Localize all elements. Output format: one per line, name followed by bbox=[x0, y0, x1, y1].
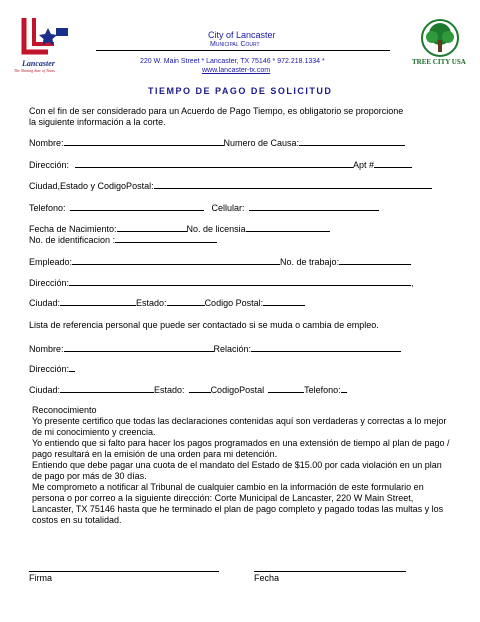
codigo-ref-label: CodigoPostal bbox=[210, 385, 265, 395]
row-direccion-ref bbox=[29, 362, 75, 375]
website-link[interactable]: www.lancaster-tx.com bbox=[202, 67, 271, 74]
numero-causa-field[interactable] bbox=[299, 136, 405, 146]
court-name: Municipal Court bbox=[210, 41, 260, 48]
fecha-line[interactable] bbox=[254, 571, 406, 572]
relacion-field[interactable] bbox=[251, 342, 401, 352]
row-direccion bbox=[29, 158, 412, 171]
header-divider bbox=[96, 50, 390, 51]
telefono-ref-label: Telefono: bbox=[304, 385, 341, 395]
fecha-nacimiento-label: Fecha de Nacimiento: bbox=[29, 224, 117, 234]
firma-label: Firma bbox=[29, 573, 52, 583]
lancaster-logo-icon bbox=[14, 16, 72, 60]
empleado-label: Empleado: bbox=[29, 257, 73, 267]
direccion-ref-field[interactable] bbox=[69, 362, 75, 372]
reconocimiento-2: Yo entiendo que si falto para hacer los pagos programados en una extensión de tiempo al plan de pago / pago resultará en la emisión de una orden para mi detención. bbox=[32, 438, 450, 459]
codigo-postal-label: Codigo Postal: bbox=[204, 298, 264, 308]
nombre-label: Nombre: bbox=[29, 138, 64, 148]
ciudad-estado-field[interactable] bbox=[154, 179, 432, 189]
direccion-field[interactable] bbox=[75, 158, 353, 168]
row-ciudad bbox=[29, 296, 305, 309]
row-identificacion bbox=[29, 233, 217, 246]
nombre-ref-field[interactable] bbox=[64, 342, 214, 352]
celular-label: Cellular: bbox=[211, 203, 245, 213]
form-title: TIEMPO DE PAGO DE SOLICITUD bbox=[148, 86, 333, 96]
licencia-field[interactable] bbox=[246, 222, 330, 232]
telefono-field[interactable] bbox=[70, 201, 204, 211]
logo-left-text: Lancaster bbox=[22, 59, 55, 68]
telefono-label: Telefono: bbox=[29, 203, 66, 213]
identificacion-label: No. de identificacion : bbox=[29, 235, 116, 245]
lancaster-logo bbox=[14, 16, 72, 74]
reconocimiento-title: Reconocimiento bbox=[32, 405, 97, 415]
codigo-ref-field[interactable] bbox=[268, 383, 304, 393]
fecha-nacimiento-field[interactable] bbox=[117, 222, 187, 232]
row-direccion2: Dirección: , bbox=[29, 278, 414, 288]
tree-city-logo bbox=[412, 18, 468, 70]
city-name: City of Lancaster bbox=[208, 30, 276, 40]
nombre-field[interactable] bbox=[64, 136, 224, 146]
celular-field[interactable] bbox=[249, 201, 379, 211]
reconocimiento-4: Me comprometo a notificar al Tribunal de cualquier cambio en la información de este formulario en persona o por correo a la siguiente dirección: Corte Municipal de Lancaster, 220 W Main Street, Lancaster, TX 75146 hasta que he terminado el plan de pago completo y pagado todas las multas y los costos en su totalidad. bbox=[32, 482, 444, 525]
ciudad-label: Ciudad: bbox=[29, 298, 61, 308]
referencia-intro: Lista de referencia personal que puede ser contactado si se muda o cambia de empleo. bbox=[29, 320, 379, 330]
row-ciudad-estado bbox=[29, 179, 432, 192]
estado-ref-field[interactable] bbox=[189, 383, 211, 393]
court-address: 220 W. Main Street * Lancaster, TX 75146 * 972.218.1334 * bbox=[140, 58, 325, 65]
reconocimiento-3: Entiendo que debe pagar una cuota de el mandato del Estado de $15.00 por cada violación en un plan de pago por más de 30 días. bbox=[32, 460, 442, 481]
estado-ref-label: Estado: bbox=[154, 385, 185, 395]
row-empleado bbox=[29, 255, 411, 268]
form-intro: Con el fin de ser considerado para un Acuerdo de Pago Tiempo, es obligatorio se proporcione la siguiente información a la corte. bbox=[29, 106, 404, 127]
empleado-field[interactable] bbox=[72, 255, 280, 265]
ciudad-field[interactable] bbox=[60, 296, 136, 306]
row-ciudad-ref bbox=[29, 383, 347, 396]
estado-label: Estado: bbox=[136, 298, 167, 308]
row-telefono bbox=[29, 201, 379, 214]
ciudad-estado-label: Ciudad,Estado y CodigoPostal: bbox=[29, 181, 154, 191]
codigo-postal-field[interactable] bbox=[263, 296, 305, 306]
fecha-label: Fecha bbox=[254, 573, 280, 583]
direccion-ref-label: Dirección: bbox=[29, 364, 70, 374]
direccion2-field[interactable] bbox=[69, 276, 411, 286]
logo-left-tagline: The Shining Star of Texas bbox=[14, 68, 55, 73]
direccion2-label: Dirección: bbox=[29, 278, 70, 288]
apt-field[interactable] bbox=[374, 158, 412, 168]
tree-icon bbox=[412, 18, 468, 58]
direccion-label: Dirección: bbox=[29, 160, 70, 170]
estado-field[interactable] bbox=[167, 296, 205, 306]
no-trabajo-label: No. de trabajo: bbox=[280, 257, 340, 267]
relacion-label: Relación: bbox=[213, 344, 252, 354]
numero-causa-label: Numero de Causa: bbox=[223, 138, 300, 148]
identificacion-field[interactable] bbox=[115, 233, 217, 243]
row-nombre bbox=[29, 136, 405, 149]
row-nombre-ref bbox=[29, 342, 401, 355]
reconocimiento-1: Yo presente certifico que todas las declaraciones contenidas aquí son verdaderas y correctas a lo mejor de mi conocimiento y creencia. bbox=[32, 416, 447, 437]
ciudad-ref-label: Ciudad: bbox=[29, 385, 61, 395]
telefono-ref-field[interactable] bbox=[341, 383, 347, 393]
firma-line[interactable] bbox=[29, 571, 219, 572]
ciudad-ref-field[interactable] bbox=[60, 383, 154, 393]
nombre-ref-label: Nombre: bbox=[29, 344, 64, 354]
tree-city-text: TREE CITY USA bbox=[412, 58, 466, 66]
no-trabajo-field[interactable] bbox=[339, 255, 411, 265]
licencia-label: No. de licensia bbox=[186, 224, 246, 234]
apt-label: Apt # bbox=[353, 160, 375, 170]
